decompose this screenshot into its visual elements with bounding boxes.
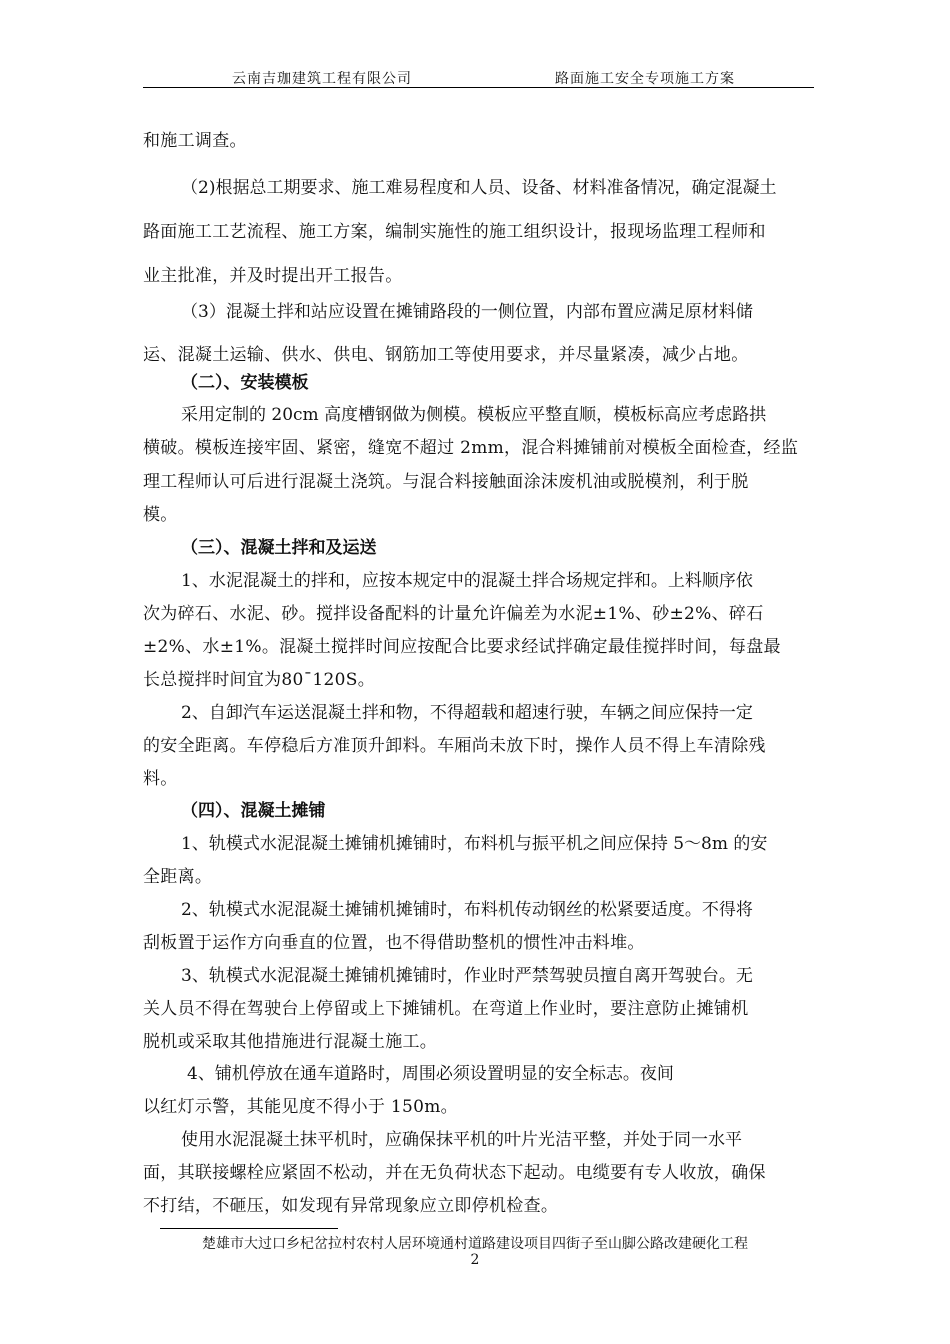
header-company: 云南吉珈建筑工程有限公司: [232, 71, 412, 87]
text-line: 的安全距离。车停稳后方准顶升卸料。车厢尚未放下时，操作人员不得上车清除残: [143, 736, 766, 756]
text-line: 关人员不得在驾驶台上停留或上下摊铺机。在弯道上作业时，要注意防止摊铺机: [143, 999, 749, 1019]
section-heading: （二）、安装模板: [181, 373, 309, 393]
page-number: 2: [470, 1252, 480, 1268]
text-line: 刮板置于运作方向垂直的位置，也不得借助整机的惯性冲击料堆。: [143, 933, 645, 953]
text-line: 理工程师认可后进行混凝土浇筑。与混合料接触面涂沫废机油或脱模剂，利于脱: [143, 472, 749, 492]
footer-project: 楚雄市大过口乡杞岔拉村农村人居环境通村道路建设项目四街子至山脚公路改建硬化工程: [202, 1236, 748, 1252]
text-line: （2)根据总工期要求、施工难易程度和人员、设备、材料准备情况，确定混凝土: [181, 178, 777, 198]
text-line: 运、混凝土运输、供水、供电、钢筋加工等使用要求，并尽量紧凑，减少占地。: [143, 345, 749, 365]
text-line: （3）混凝土拌和站应设置在摊铺路段的一侧位置，内部布置应满足原材料储: [181, 302, 753, 322]
text-line: 料。: [143, 769, 178, 789]
section-heading: （四）、混凝土摊铺: [181, 801, 326, 821]
text-line: 3、轨模式水泥混凝土摊铺机摊铺时，作业时严禁驾驶员擅自离开驾驶台。无: [181, 966, 753, 986]
text-line: ±2%、水±1%。混凝土搅拌时间应按配合比要求经试拌确定最佳搅拌时间，每盘最: [143, 637, 781, 657]
text-line: 2、自卸汽车运送混凝土拌和物，不得超载和超速行驶，车辆之间应保持一定: [181, 703, 753, 723]
text-line: 使用水泥混凝土抹平机时，应确保抹平机的叶片光洁平整，并处于同一水平: [181, 1130, 742, 1150]
text-line: 横破。模板连接牢固、紧密，缝宽不超过 2mm，混合料摊铺前对模板全面检查，经监: [143, 438, 799, 458]
text-line: 以红灯示警，其能见度不得小于 150m。: [143, 1097, 458, 1117]
text-line: 长总搅拌时间宜为80¯120S。: [143, 670, 376, 690]
text-line: 和施工调查。: [143, 131, 247, 151]
text-line: 全距离。: [143, 867, 213, 887]
text-line: 业主批准，并及时提出开工报告。: [143, 266, 403, 286]
section-heading: （三）、混凝土拌和及运送: [181, 538, 377, 558]
text-line: 2、轨模式水泥混凝土摊铺机摊铺时，布料机传动钢丝的松紧要适度。不得将: [181, 900, 753, 920]
text-line: 不打结，不砸压，如发现有异常现象应立即停机检查。: [143, 1196, 559, 1216]
text-line: 模。: [143, 505, 178, 525]
text-line: 采用定制的 20cm 高度槽钢做为侧模。模板应平整直顺，模板标高应考虑路拱: [181, 405, 767, 425]
footer-rule: [160, 1228, 338, 1229]
text-line: 1、轨模式水泥混凝土摊铺机摊铺时，布料机与振平机之间应保持 5～8m 的安: [181, 834, 768, 854]
text-line: 4、铺机停放在通车道路时，周围必须设置明显的安全标志。夜间: [187, 1064, 674, 1084]
header-rule: [143, 87, 814, 88]
text-line: 1、水泥混凝土的拌和，应按本规定中的混凝土拌合场规定拌和。上料顺序依: [181, 571, 753, 591]
text-line: 次为碎石、水泥、砂。搅拌设备配料的计量允许偏差为水泥±1%、砂±2%、碎石: [143, 604, 764, 624]
text-line: 面，其联接螺栓应紧固不松动，并在无负荷状态下起动。电缆要有专人收放，确保: [143, 1163, 766, 1183]
header-doc-title: 路面施工安全专项施工方案: [555, 71, 735, 87]
text-line: 脱机或采取其他措施进行混凝土施工。: [143, 1032, 438, 1052]
text-line: 路面施工工艺流程、施工方案，编制实施性的施工组织设计，报现场监理工程师和: [143, 222, 766, 242]
